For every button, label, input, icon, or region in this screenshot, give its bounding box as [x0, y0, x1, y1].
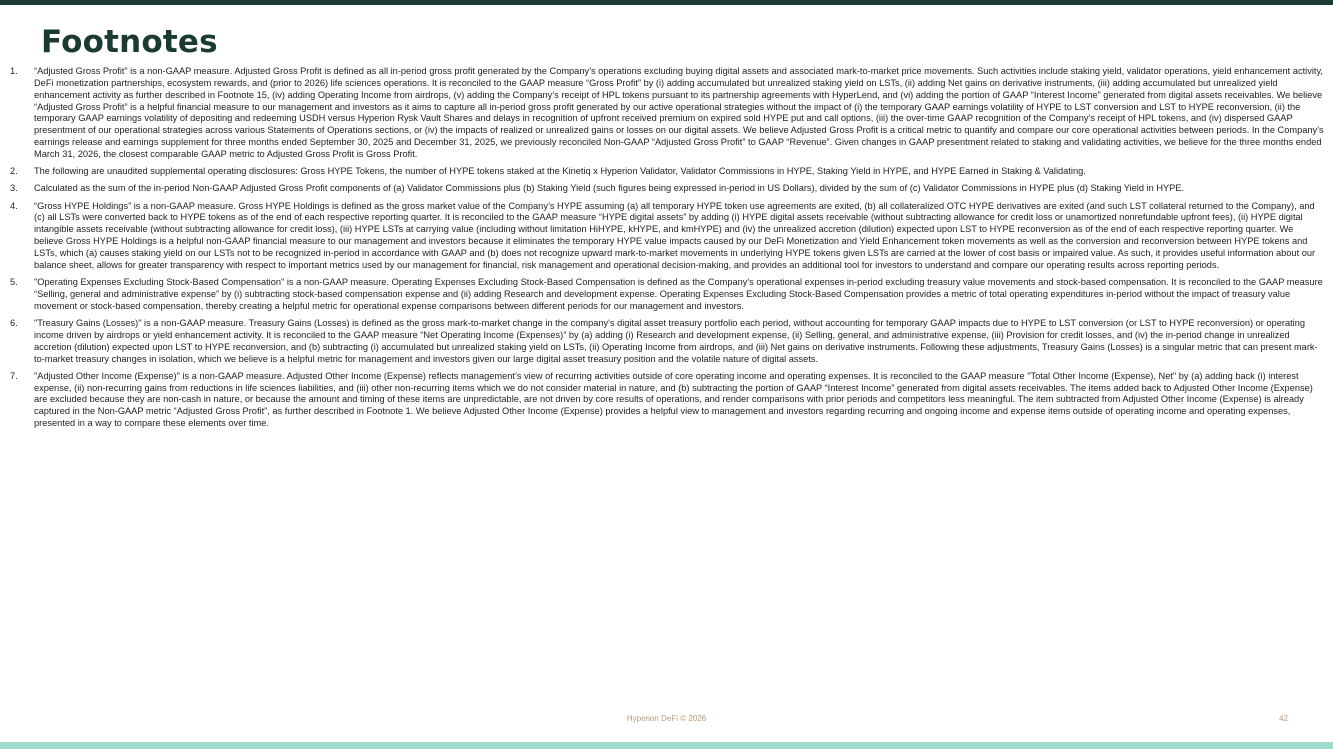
footnote-text: The following are unaudited supplemental operating disclosures: Gross HYPE Tokens, the number of HYPE tokens staked at the Kinetiq x Hyperion Validator, Validator Commissions in HYPE, Staking Yield in HYPE, and HYPE Earned in Staking & Validating. — [34, 166, 1086, 177]
footnote-text: "Operating Expenses Excluding Stock-Based Compensation" is a non-GAAP measure. Operating Expenses Excluding Stock-Based Compensation is defined as the Company's operational expenses in-period excluding treasury value movements and stock-based compensation. It is reconciled to the GAAP measure “Selling, general and administrative expense” by (i) subtracting stock-based compensation expense and (ii) adding Research and development expense. Operating Expenses Excluding Stock-Based Compensation provides a metric of total operating expenditures in-period without the impact of treasury value movement or stock-based compensation, thereby creating a helpful metric for operational expense comparisons between different periods for our management and investors. — [34, 277, 1323, 311]
footnote-item — [10, 201, 1324, 272]
footnote-item — [10, 318, 1324, 365]
footnote-item — [10, 277, 1324, 313]
footnote-number: 2. — [10, 166, 18, 177]
footnote-text: “Adjusted Gross Profit” is a non-GAAP measure. Adjusted Gross Profit is defined as all in-period gross profit generated by the Company’s operations excluding buying digital assets and associated mark-to-market price movements. Such activities include staking yield, validator operations, yield enhancement activity, DeFi monetization partnerships, ecosystem rewards, and (prior to 2026) life sciences operations. It is reconciled to the GAAP measure “Gross Profit” by (i) adding accumulated but unrealized staking yield on LSTs, (ii) adding Net gains on derivative instruments, (iii) adding accumulated but unrealized yield enhancement activity as further described in Footnote 15, (iv) adding Operating Income from airdrops, (v) adding the Company’s receipt of HPL tokens pursuant to its partnership agreements with HyperLend, and (vi) adding the portion of GAAP “Interest Income” generated from digital assets receivables. We believe “Adjusted Gross Profit” is a helpful financial measure to our management and investors as it aims to capture all in-period gross profit generated by our active operational strategies without the impact of (i) the temporary GAAP earnings volatility of HYPE to LST conversion and LST to HYPE reconversion, (ii) the temporary GAAP earnings volatility of depositing and redeeming USDH versus Hyperion Rysk Vault Shares and delays in recognition of upfront received premium on expired sold HYPE put and call options, (iii) the over-time GAAP recognition of the Company’s receipt of HPL tokens, and (iv) dispersed GAAP presentment of our operational strategies across various Statements of Operations sections, or (iv) the impacts of realized or unrealized gains or losses on our digital assets. We believe Adjusted Gross Profit is a critical metric to quantify and compare our core operational activities between periods. In the Company’s earnings release and earnings supplement for three months ended September 30, 2025 and December 31, 2025, we previously reconciled Non-GAAP “Adjusted Gross Profit” to GAAP “Revenue”. Given changes in GAAP presentment related to staking and validating activities, we believe for the three months ended March 31, 2026, the closest comparable GAAP metric to Adjusted Gross Profit is Gross Profit. — [34, 66, 1324, 159]
footer-copyright: Hyperion DeFi © 2026 — [626, 714, 707, 723]
footnote-item — [10, 66, 1324, 161]
footnote-number: 3. — [10, 183, 18, 194]
footnote-text: Calculated as the sum of the in-period Non-GAAP Adjusted Gross Profit components of (a) Validator Commissions plus (b) Staking Yield (such figures being expressed in-period in US Dollars), divided by the sum of (c) Validator Commissions in HYPE plus (d) Staking Yield in HYPE. — [34, 183, 1185, 194]
footnotes-list — [10, 66, 1324, 435]
footnote-item — [10, 183, 1324, 195]
footnote-item — [10, 371, 1324, 430]
footnote-number: 4. — [10, 200, 18, 211]
footnote-number: 1. — [10, 66, 18, 76]
footnote-item — [10, 166, 1324, 178]
footnote-number: 5. — [10, 277, 18, 288]
page-number: 42 — [1279, 714, 1288, 723]
footnote-number: 7. — [10, 370, 18, 381]
footnote-text: “Gross HYPE Holdings” is a non-GAAP measure. Gross HYPE Holdings is defined as the gross market value of the Company’s HYPE assuming (a) all temporary HYPE token use agreements are exited, (b) all collateralized OTC HYPE derivatives are exited (and such LST collateral returned to the Company), and (c) all LSTs were converted back to HYPE tokens as of the end of each respective reporting quarter. It is reconciled to the GAAP measure “HYPE digital assets” by adding (i) HYPE digital assets receivable (without subtracting allowance for credit loss or unamortized nonrefundable upfront fees), (ii) HYPE digital intangible assets receivable (without subtracting allowance for credit loss), (iii) HYPE LSTs at carrying value (including without limitation HiHYPE, kHYPE, and kmHYPE) and (iv) the unrealized accretion (dilution) expected upon LST to HYPE reconversion as of the end of each respective reporting quarter. We believe Gross HYPE Holdings is a helpful non-GAAP financial measure to our management and investors because it eliminates the temporary HYPE value impacts caused by our DeFi Monetization and Yield Enhancement token movements as well as the conversion and reconversion between HYPE tokens and LSTs, which (a) causes staking yield on our LSTs not to be recognized in-period in accordance with GAAP and (b) does not recognize upward mark-to-market movements in underlying HYPE tokens given LSTs are carried at the lower of cost basis or impaired value. As such, it provides useful information about our balance sheet, allows for greater transparency with respect to important metrics used by our management for financial, risk management and operational decision-making, and provides an additional tool for investors to understand and compare our operating results across reporting periods. — [34, 200, 1316, 270]
bottom-accent-bar — [0, 742, 1333, 749]
footnote-text: "Treasury Gains (Losses)" is a non-GAAP measure. Treasury Gains (Losses) is defined as the gross mark-to-market change in the company's digital asset treasury portfolio each period, without accounting for temporary GAAP impacts due to HYPE to LST conversion (or LST to HYPE reconversion) or operating income driven by airdrops or yield enhancement activity. It is reconciled to the GAAP measure “Net Operating Income (Expenses)” by (a) adding (i) Research and development expense, (ii) Selling, general, and administrative expense, (iii) Provision for credit losses, and (iv) the in-period change in unrealized accretion (dilution) expected upon LST to HYPE reconversion, and (b) subtracting (i) accumulated but unrealized staking yield on LSTs, (ii) Operating Income from airdrops, and (iii) Net gains on derivative instruments. Following these adjustments, Treasury Gains (Losses) is a singular metric that can present mark-to-market treasury changes in isolation, which we believe is a helpful metric for management and investors given our large digital asset treasury position and the volatile nature of digital assets. — [34, 317, 1318, 364]
footnote-text: "Adjusted Other Income (Expense)" is a non-GAAP measure. Adjusted Other Income (Expense) reflects management’s view of recurring activities outside of core operating income and operating expenses. It is reconciled to the GAAP measure "Total Other Income (Expense), Net" by (a) adding back (i) interest expense, (ii) non-recurring gains from reductions in life sciences liabilities, and (iii) other non-recurring items which we do not consider material in nature, and (b) subtracting the portion of GAAP “Interest Income” generated from digital assets receivables. The items added back to Adjusted Other Income (Expense) are excluded because they are non-cash in nature, or because the amount and timing of these items are unpredictable, are not driven by core results of operations, and render comparisons with prior periods and competitors less meaningful. The item subtracted from Adjusted Other Income (Expense) is already captured in the Non-GAAP metric “Adjusted Gross Profit”, as further described in Footnote 1. We believe Adjusted Other Income (Expense) provides a helpful view to management and investors regarding recurring and ongoing income and expense items outside of operating income and operating expenses, presented in a way to compare these elements over time. — [34, 370, 1313, 429]
top-accent-bar — [0, 0, 1333, 5]
footnote-number: 6. — [10, 317, 18, 328]
page-title: Footnotes — [41, 24, 218, 60]
